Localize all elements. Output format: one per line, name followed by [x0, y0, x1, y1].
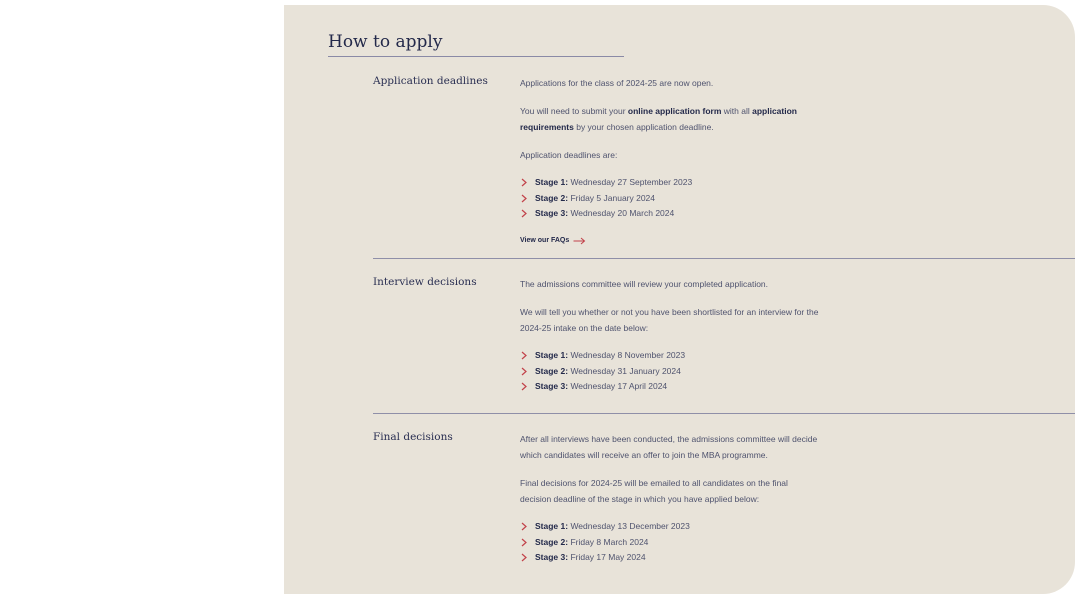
stage-label: Stage 2:: [535, 192, 569, 203]
page-title: How to apply: [328, 32, 443, 52]
stage-item: [520, 550, 820, 566]
section-interview-decisions: [373, 276, 1075, 414]
content-panel: [284, 5, 1075, 594]
paragraph: Applications for the class of 2024-25 are now open.: [520, 78, 714, 88]
section-heading: Final decisions: [373, 431, 453, 443]
stage-date: Friday 5 January 2024: [568, 192, 656, 203]
stage-date: Wednesday 31 January 2024: [568, 365, 681, 376]
paragraph: [520, 103, 820, 135]
section-body: [520, 276, 820, 404]
view-faqs-link[interactable]: [520, 233, 586, 249]
section-final-decisions: [373, 431, 1075, 591]
view-faqs-label: View our FAQs: [520, 236, 570, 244]
stage-item: [520, 206, 820, 222]
stage-date: Wednesday 20 March 2024: [568, 208, 675, 218]
stage-item: [520, 191, 820, 207]
stage-date: Wednesday 13 December 2023: [568, 521, 690, 531]
chevron-right-icon: [520, 535, 528, 550]
stage-label: Stage 3:: [535, 381, 569, 391]
paragraph: The admissions committee will review your completed application.: [520, 279, 769, 289]
paragraph-text: with all: [721, 106, 753, 116]
chevron-right-icon: [520, 550, 528, 565]
stage-date: Wednesday 8 November 2023: [568, 350, 686, 360]
section-application-deadlines: [373, 75, 1075, 259]
arrow-right-icon: [573, 237, 586, 245]
stage-list: [520, 519, 820, 566]
stage-item: [520, 348, 820, 364]
application-requirements-text: application requirements: [520, 106, 797, 132]
stage-item: [520, 519, 820, 535]
stage-label: Stage 1:: [535, 350, 569, 360]
paragraph: We will tell you whether or not you have been shortlisted for an interview for the 2024-25 intake on the date below:: [520, 307, 819, 333]
stage-label: Stage 1:: [535, 521, 569, 531]
section-body: [520, 431, 820, 575]
stage-item: [520, 364, 820, 380]
stage-label: Stage 3:: [535, 552, 569, 562]
stage-label: Stage 2:: [535, 536, 569, 547]
stage-label: Stage 1:: [535, 177, 569, 187]
stage-list: [520, 348, 820, 395]
paragraph: After all interviews have been conducted, the admissions committee will decide which candidates will receive an offer to join the MBA programme.: [520, 434, 818, 460]
stage-date: Friday 17 May 2024: [568, 552, 646, 562]
paragraph-text: You will need to submit your: [520, 106, 628, 116]
chevron-right-icon: [520, 519, 528, 534]
online-application-form-text: online application form: [627, 106, 722, 116]
paragraph: Application deadlines are:: [520, 150, 618, 160]
section-heading: Interview decisions: [373, 276, 477, 288]
stage-date: Friday 8 March 2024: [568, 536, 649, 547]
section-heading: Application deadlines: [373, 75, 488, 87]
chevron-right-icon: [520, 206, 528, 221]
paragraph: Final decisions for 2024-25 will be emailed to all candidates on the final decision deadline of the stage in which you have applied below:: [520, 478, 788, 504]
chevron-right-icon: [520, 364, 528, 379]
stage-label: Stage 2:: [535, 365, 569, 376]
chevron-right-icon: [520, 379, 528, 394]
stage-date: Wednesday 17 April 2024: [568, 381, 668, 391]
chevron-right-icon: [520, 191, 528, 206]
stage-list: [520, 175, 820, 222]
title-underline: [328, 56, 624, 57]
section-body: [520, 75, 820, 249]
chevron-right-icon: [520, 348, 528, 363]
paragraph-text: by your chosen application deadline.: [573, 122, 714, 132]
stage-date: Wednesday 27 September 2023: [568, 177, 693, 187]
stage-item: [520, 175, 820, 191]
stage-item: [520, 379, 820, 395]
stage-label: Stage 3:: [535, 208, 569, 218]
chevron-right-icon: [520, 175, 528, 190]
stage-item: [520, 535, 820, 551]
